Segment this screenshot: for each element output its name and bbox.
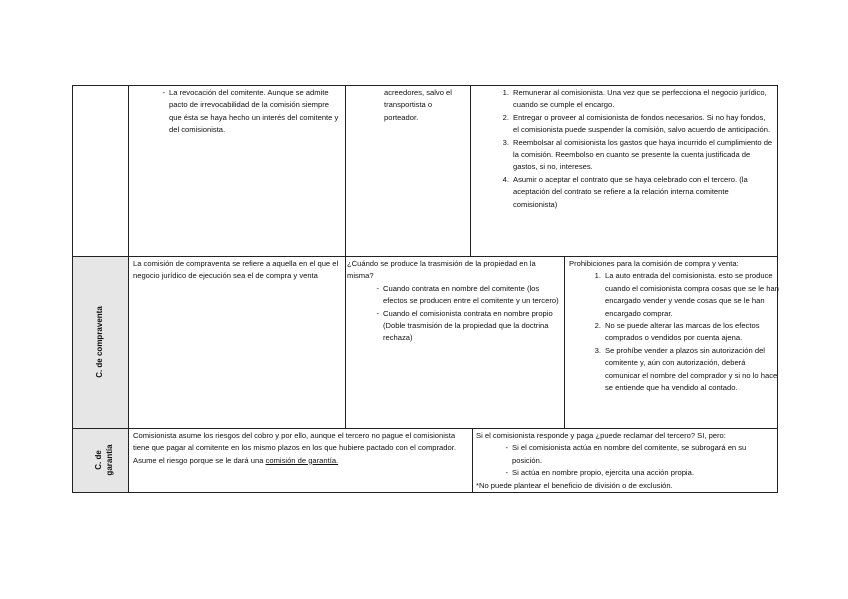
- list-item-text: Entregar o proveer al comisionista de fondos necesarios. Si no hay fondos, el comisionista puede suspender la comisión, salvo acuerdo de anticipación.: [513, 112, 771, 135]
- row1-col-divider-b: [470, 85, 471, 257]
- row2-col-divider-a: [345, 256, 346, 428]
- row-divider-2: [72, 428, 778, 429]
- row-divider-1: [72, 256, 778, 257]
- list-item: [376, 308, 561, 345]
- list-item: [502, 112, 773, 137]
- row2-col3-heading: Prohibiciones para la comisión de compra y venta:: [569, 259, 739, 268]
- list-item: [376, 283, 561, 308]
- list-number: 4.: [502, 174, 509, 184]
- row3-col2-note: *No puede plantear el beneficio de división o de exclusión.: [476, 480, 673, 490]
- row3-label: [73, 428, 128, 492]
- list-item: [594, 320, 779, 345]
- list-item-text: No se puede alterar las marcas de los efectos comprados o vendidos por cuenta ajena.: [605, 321, 760, 343]
- list-number: 2.: [594, 321, 601, 331]
- table-bottom-border: [72, 492, 778, 493]
- dash-bullet: -: [376, 308, 379, 318]
- row3-col2: [476, 430, 775, 492]
- dash-bullet: -: [505, 468, 508, 478]
- list-item-text: Cuando el comisionista contrata en nombre propio (Doble trasmisión de la propiedad que la doctrina rechaza): [383, 308, 553, 343]
- list-number: 1.: [594, 271, 601, 281]
- list-item: [594, 345, 779, 395]
- table-top-border: [72, 85, 778, 86]
- list-item: [502, 174, 773, 211]
- garantia-link: comisión de garantía.: [265, 455, 339, 465]
- list-item-text: Si el comisionista actúa en nombre del comitente, se subrogará en su posición.: [512, 443, 747, 465]
- list-number: 2.: [502, 112, 509, 122]
- row3-col2-heading: Si el comisionista responde y paga ¿puede reclamar del tercero? SI, pero:: [476, 431, 726, 440]
- row2-col3: [569, 258, 779, 394]
- list-number: 1.: [502, 88, 509, 97]
- row3-col-divider: [472, 428, 473, 492]
- row3-col1-text2: [133, 455, 469, 467]
- row3-col1: [133, 430, 469, 467]
- row2-col2-heading: ¿Cuándo se produce la trasmisión de la propiedad en la misma?: [347, 259, 536, 281]
- row1-col1-list: [162, 87, 339, 137]
- list-item-text: La revocación del comitente. Aunque se admite pacto de irrevocabilidad de la comisión siempre que ésta se haya hecho un interés del comitente y del comisionista.: [169, 88, 339, 135]
- list-item-text: Se prohíbe vender a plazos sin autorización del comitente y, aún con autorización, deberá comunicar el nombre del comprador y si no lo hace se entiende que ha vendido al contado.: [605, 345, 778, 393]
- list-item: [505, 467, 775, 479]
- dash-bullet: -: [162, 88, 165, 97]
- list-item-text: Asumir o aceptar el contrato que se haya celebrado con el tercero. (la aceptación del contrato se refiere a la relación interna comitente comisionista): [513, 174, 748, 209]
- list-number: 3.: [502, 137, 509, 147]
- list-item: [162, 87, 339, 137]
- list-item-text: Si actúa en nombre propio, ejercita una acción propia.: [512, 468, 694, 478]
- row1-col3-list: [502, 87, 773, 211]
- list-item-text: Remunerar al comisionista. Una vez que se perfecciona el negocio jurídico, cuando se cumple el encargo.: [513, 88, 767, 110]
- list-item-text: Reembolsar al comisionista los gastos que haya incurrido el cumplimiento de la comisión. Reembolso en cuanto se presente la cuenta justificada de gastos, si no, intereses.: [513, 137, 773, 172]
- dash-bullet: -: [376, 283, 379, 293]
- row3-col1-text2-prefix: Asume el riesgo porque se le dará una: [133, 455, 266, 465]
- row3-label-line2: garantía: [105, 444, 114, 476]
- list-number: 3.: [594, 345, 601, 355]
- row1-col2-text: acreedores, salvo el transportista o porteador.: [384, 88, 452, 122]
- row3-label-line1: C. de: [94, 450, 103, 470]
- row3-col1-text: Comisionista asume los riesgos del cobro y por ello, aunque el tercero no pague el comisionista tiene que pagar al comitente en los mismo plazos en los que hubiere pactado con el comprador.: [133, 431, 456, 453]
- list-item-text: Cuando contrata en nombre del comitente (los efectos se producen entre el comitente y un tercero): [383, 283, 559, 306]
- row2-col1-text: La comisión de compraventa se refiere a aquella en el que el negocio jurídico de ejecución sea el de compra y venta: [133, 259, 339, 281]
- list-item: [502, 87, 773, 112]
- row2-col2: [347, 258, 561, 345]
- list-item: [505, 442, 775, 467]
- list-item-text: La auto entrada del comisionista. esto se produce cuando el comisionista compra cosas que se le han encargado vender y vende cosas que se le han encargado comprar.: [605, 271, 779, 318]
- list-item: [502, 137, 773, 174]
- label-col-border: [128, 85, 129, 493]
- row1-col-divider-a: [345, 85, 346, 257]
- row2-label: C. de compraventa: [95, 306, 104, 378]
- row2-col-divider-b: [564, 256, 565, 428]
- list-item: [594, 270, 779, 320]
- dash-bullet: -: [505, 443, 508, 453]
